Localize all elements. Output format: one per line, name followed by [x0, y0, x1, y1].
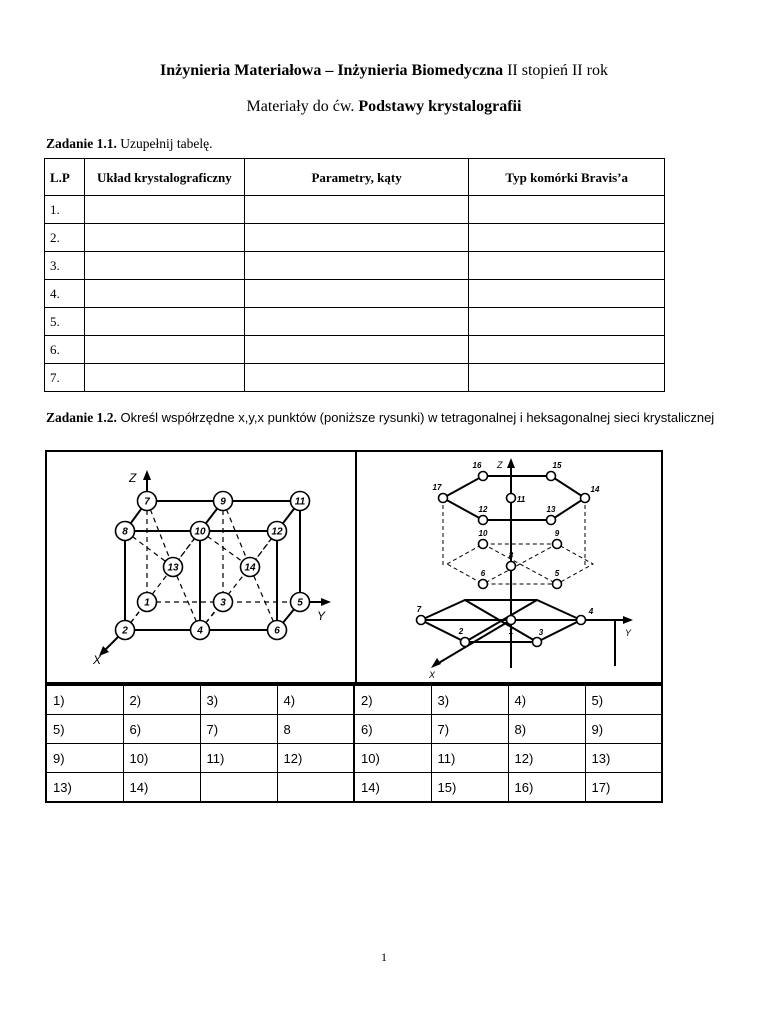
task-2-heading: Zadanie 1.2. Określ współrzędne x,y,x punktów (poniższe rysunki) w tetragonalnej i heksagonalnej sieci krystalicznej	[46, 410, 715, 425]
lattice-node	[553, 540, 562, 549]
answer-cell: 14)	[354, 773, 431, 803]
lattice-node	[533, 638, 542, 647]
row-number: 4.	[45, 280, 85, 308]
column-header-parameters: Parametry, kąty	[244, 159, 469, 196]
node-label: 5	[297, 597, 303, 609]
empty-cell	[84, 336, 244, 364]
answer-cell: 7)	[200, 715, 277, 744]
answer-cell: 5)	[46, 715, 123, 744]
node-label: 3	[538, 628, 544, 637]
lattice-node	[577, 616, 586, 625]
node-label: 4	[197, 625, 203, 637]
figure-divider	[355, 452, 357, 682]
node-label: 3	[220, 597, 226, 609]
x-axis-label: X	[93, 653, 102, 667]
answer-cell	[277, 773, 354, 803]
column-header-lp: L.P	[45, 159, 85, 196]
node-label: 12	[271, 526, 283, 538]
row-number: 3.	[45, 252, 85, 280]
answer-cell	[200, 773, 277, 803]
y-axis-label: Y	[625, 628, 632, 638]
node-label: 10	[478, 529, 488, 538]
node-label: 1	[144, 597, 150, 609]
z-axis-label: Z	[497, 460, 503, 470]
answer-cell: 14)	[123, 773, 200, 803]
answers-grid	[45, 684, 663, 803]
empty-cell	[84, 308, 244, 336]
empty-cell	[469, 196, 665, 224]
empty-cell	[84, 280, 244, 308]
answer-cell: 4)	[508, 685, 585, 715]
answer-cell: 9)	[585, 715, 662, 744]
column-header-system: Układ krystalograficzny	[84, 159, 244, 196]
answer-cell: 13)	[46, 773, 123, 803]
crystal-systems-table	[44, 158, 665, 392]
page-number: 1	[381, 950, 387, 964]
answer-cell: 6)	[354, 715, 431, 744]
lattice-node	[507, 494, 516, 503]
answer-cell: 15)	[431, 773, 508, 803]
tetragonal-lattice-figure	[67, 462, 337, 672]
node-label: 6	[480, 569, 486, 578]
lattice-node	[553, 580, 562, 589]
empty-cell	[244, 196, 469, 224]
node-label: 7	[416, 605, 422, 614]
answer-row	[46, 773, 662, 803]
answer-cell: 11)	[431, 744, 508, 773]
column-header-bravais: Typ komórki Bravis’a	[469, 159, 665, 196]
empty-cell	[244, 308, 469, 336]
task-1-heading: Zadanie 1.1. Uzupełnij tabelę.	[46, 136, 213, 151]
node-label: 5	[554, 569, 560, 578]
node-label: 14	[244, 562, 256, 574]
empty-cell	[469, 364, 665, 392]
answer-cell: 2)	[354, 685, 431, 715]
answer-cell: 2)	[123, 685, 200, 715]
node-label: 10	[194, 526, 206, 538]
answer-cell: 17)	[585, 773, 662, 803]
row-number: 6.	[45, 336, 85, 364]
z-axis-label: Z	[129, 471, 137, 485]
table-row	[45, 280, 665, 308]
hexagonal-lattice-figure	[387, 456, 657, 680]
node-label: 17	[432, 483, 442, 492]
document-subtitle: Materiały do ćw. Podstawy krystalografii	[246, 98, 522, 115]
node-label: 14	[590, 485, 600, 494]
lattice-node	[439, 494, 448, 503]
answer-cell: 8)	[508, 715, 585, 744]
answer-row	[46, 685, 662, 715]
answer-cell: 4)	[277, 685, 354, 715]
table-row	[45, 364, 665, 392]
answer-cell: 3)	[200, 685, 277, 715]
empty-cell	[244, 364, 469, 392]
answer-row	[46, 715, 662, 744]
node-label: 1	[508, 627, 514, 636]
answer-cell: 12)	[508, 744, 585, 773]
node-label: 13	[546, 505, 556, 514]
table-row	[45, 308, 665, 336]
empty-cell	[469, 308, 665, 336]
lattice-node	[507, 616, 516, 625]
document-title: Inżynieria Materiałowa – Inżynieria Biomedyczna II stopień II rok	[160, 62, 608, 79]
empty-cell	[84, 224, 244, 252]
answer-cell: 1)	[46, 685, 123, 715]
node-label: 11	[294, 496, 306, 508]
lattice-node	[479, 472, 488, 481]
answer-cell: 5)	[585, 685, 662, 715]
lattice-node	[479, 580, 488, 589]
empty-cell	[84, 196, 244, 224]
empty-cell	[244, 336, 469, 364]
node-label: 13	[167, 562, 179, 574]
table-row	[45, 336, 665, 364]
answer-cell: 11)	[200, 744, 277, 773]
answer-cell: 8	[277, 715, 354, 744]
lattice-node	[547, 472, 556, 481]
answer-cell: 12)	[277, 744, 354, 773]
row-number: 2.	[45, 224, 85, 252]
answer-cell: 7)	[431, 715, 508, 744]
lattice-node	[479, 516, 488, 525]
y-axis-label: Y	[317, 609, 326, 623]
answer-cell: 10)	[354, 744, 431, 773]
node-label: 4	[588, 607, 594, 616]
table-row	[45, 224, 665, 252]
lattice-node	[479, 540, 488, 549]
answer-cell: 16)	[508, 773, 585, 803]
answer-cell: 10)	[123, 744, 200, 773]
lattice-node	[581, 494, 590, 503]
node-label: 8	[122, 526, 128, 538]
lattice-node	[461, 638, 470, 647]
table-row	[45, 196, 665, 224]
table-row	[45, 252, 665, 280]
node-label: 15	[552, 461, 562, 470]
node-label: 2	[122, 625, 128, 637]
answer-cell: 3)	[431, 685, 508, 715]
node-label: 12	[478, 505, 488, 514]
answer-row	[46, 744, 662, 773]
node-label: 8	[508, 551, 514, 560]
x-axis-label: X	[429, 670, 436, 680]
node-label: 6	[274, 625, 280, 637]
answer-cell: 9)	[46, 744, 123, 773]
node-label: 9	[220, 496, 226, 508]
node-label: 16	[472, 461, 482, 470]
empty-cell	[84, 252, 244, 280]
lattice-node	[547, 516, 556, 525]
figures-panel	[45, 450, 663, 684]
empty-cell	[244, 224, 469, 252]
empty-cell	[469, 252, 665, 280]
node-label: 2	[458, 627, 464, 636]
answer-cell: 13)	[585, 744, 662, 773]
empty-cell	[469, 280, 665, 308]
node-label: 11	[516, 495, 526, 504]
empty-cell	[84, 364, 244, 392]
empty-cell	[469, 224, 665, 252]
empty-cell	[244, 280, 469, 308]
lattice-node	[417, 616, 426, 625]
node-label: 9	[554, 529, 560, 538]
empty-cell	[244, 252, 469, 280]
row-number: 5.	[45, 308, 85, 336]
lattice-node	[507, 562, 516, 571]
node-label: 7	[144, 496, 150, 508]
row-number: 7.	[45, 364, 85, 392]
empty-cell	[469, 336, 665, 364]
row-number: 1.	[45, 196, 85, 224]
answer-cell: 6)	[123, 715, 200, 744]
table-header-row	[45, 159, 665, 196]
